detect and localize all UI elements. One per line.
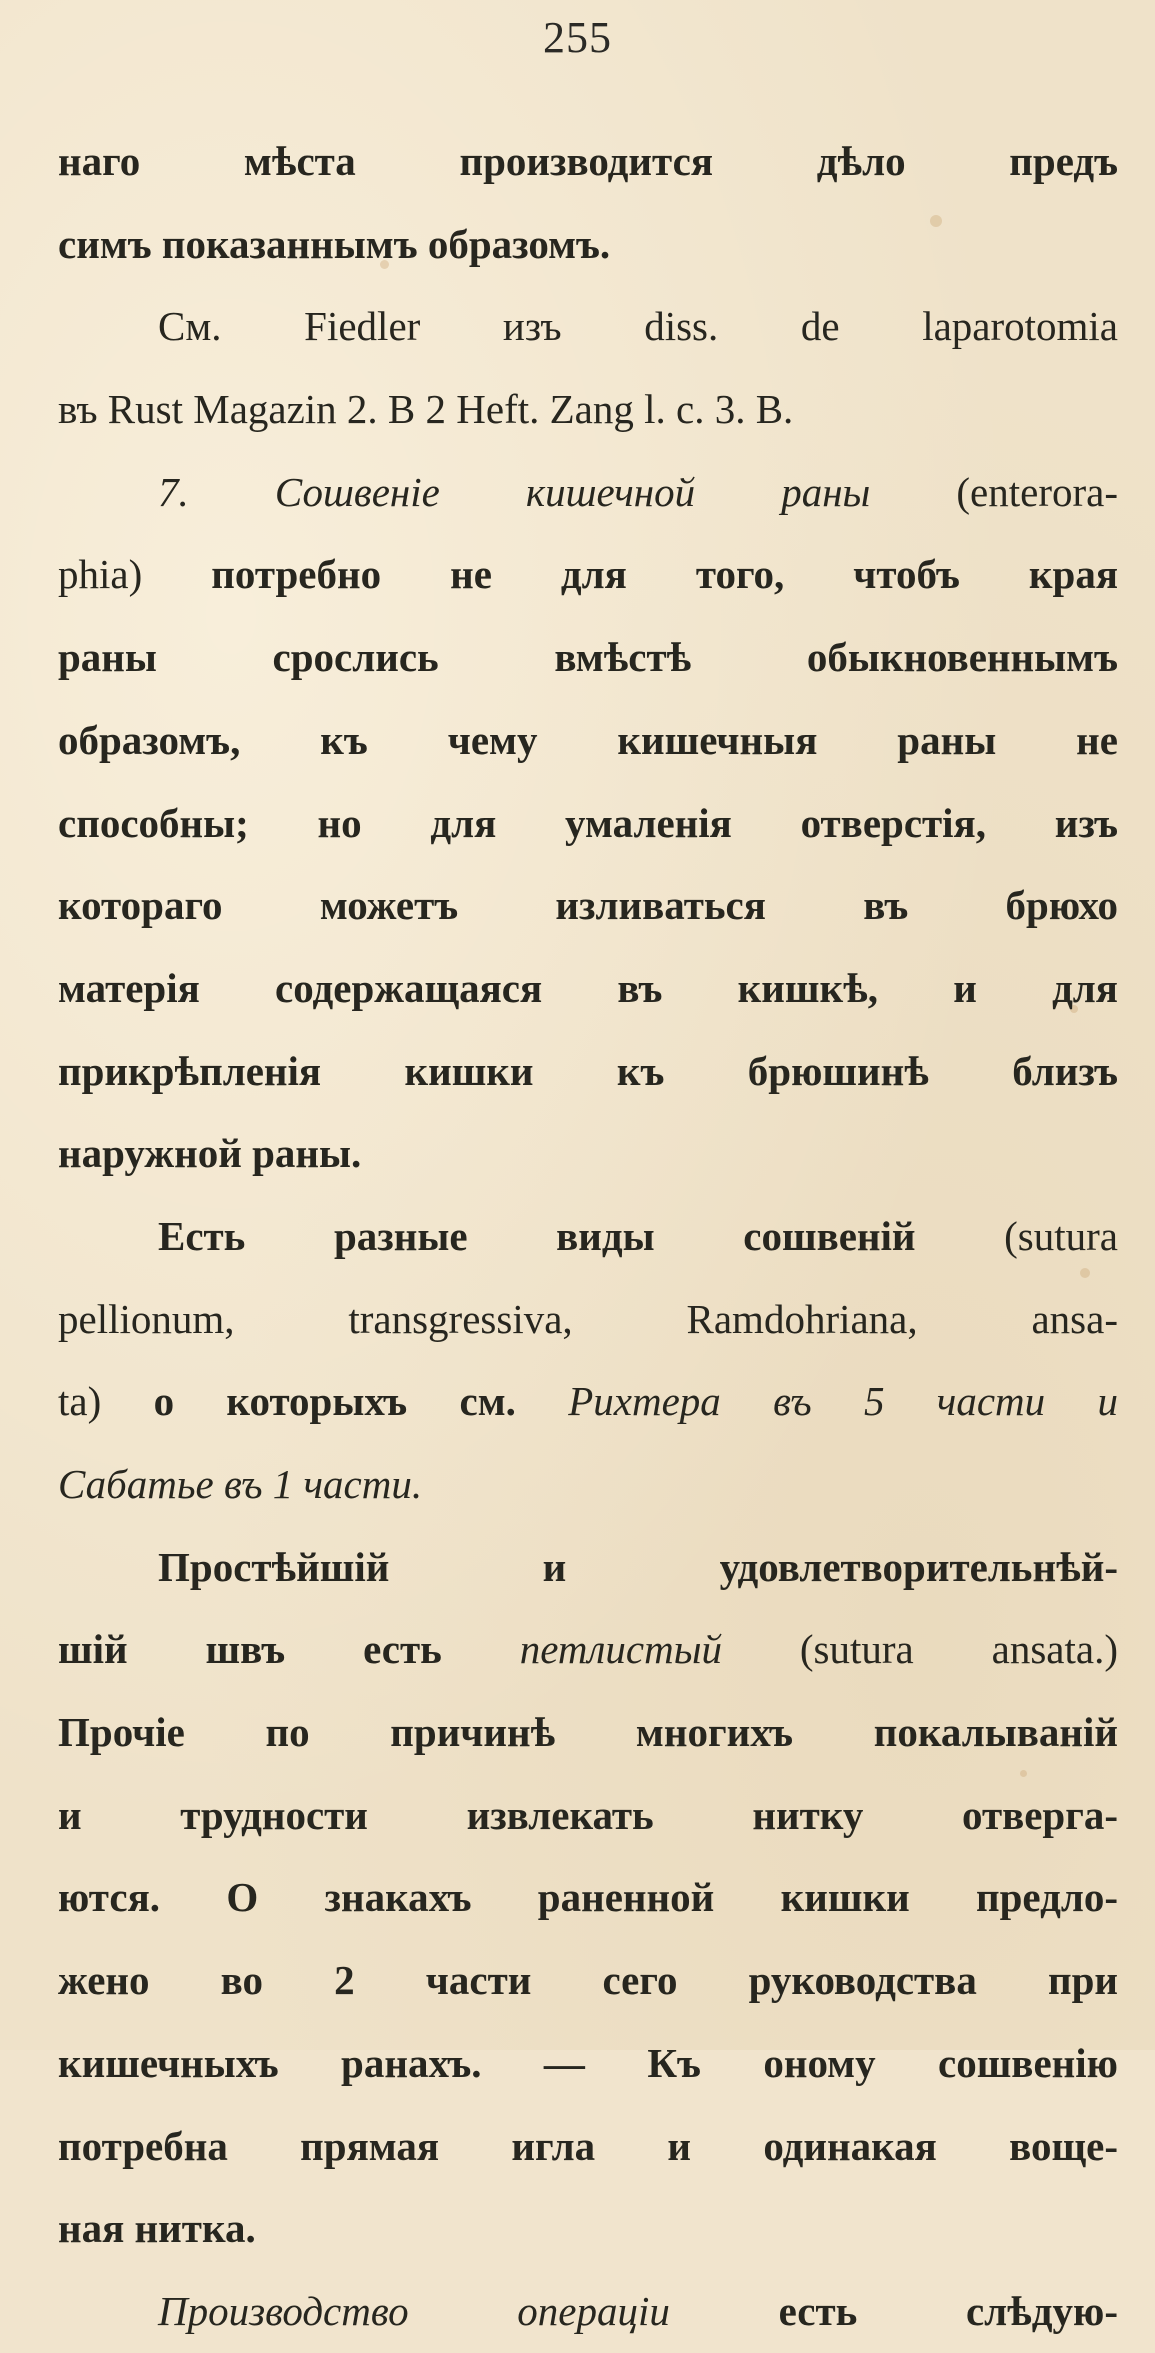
text-line xyxy=(58,616,1118,699)
text-run: симъ показаннымъ образомъ. xyxy=(58,220,611,267)
text-run: См. Fiedler изъ diss. de laparotomia xyxy=(158,303,1118,350)
text-run: phia) xyxy=(58,551,212,598)
text-line xyxy=(58,1112,1118,1195)
text-run: 7. Сошвеніе кишечной раны xyxy=(158,468,871,515)
text-run: петлистый xyxy=(519,1626,722,1673)
text-line xyxy=(58,1856,1118,1939)
text-run: въ Rust Magazin 2. B 2 Heft. Zang l. c. 3. B. xyxy=(58,386,794,433)
text-line xyxy=(58,1608,1118,1691)
text-run: (sutura xyxy=(1004,1212,1118,1259)
text-run: (enterora- xyxy=(870,468,1118,515)
text-line xyxy=(58,864,1118,947)
text-line xyxy=(58,2270,1118,2353)
text-run: способны; но для умаленія отверстія, изъ xyxy=(58,799,1118,846)
text-run: и трудности извлекать нитку отверга- xyxy=(58,1791,1118,1838)
text-line xyxy=(58,533,1118,616)
text-run: ются. О знакахъ раненной кишки предло- xyxy=(58,1874,1118,1921)
body-text xyxy=(58,120,1118,2353)
text-run: потребна прямая игла и одинакая воще- xyxy=(58,2122,1118,2169)
text-line xyxy=(58,1939,1118,2022)
text-run: Сабатье въ 1 части. xyxy=(58,1461,423,1507)
text-line xyxy=(58,1526,1118,1609)
text-line xyxy=(58,1691,1118,1774)
text-line xyxy=(58,1443,1118,1526)
page-number: 255 xyxy=(543,13,612,62)
text-run: жено во 2 части сего руководства при xyxy=(58,1957,1118,2004)
text-line xyxy=(58,1360,1118,1443)
text-run: pellionum, transgressiva, Ramdohriana, ansa- xyxy=(58,1295,1118,1342)
text-line xyxy=(58,782,1118,865)
text-run: Простѣйшій и удовлетворительнѣй- xyxy=(158,1543,1118,1590)
text-line xyxy=(58,203,1118,286)
text-line xyxy=(58,120,1118,203)
text-run: потребно не для того, чтобъ края xyxy=(211,551,1118,598)
text-run: есть слѣдую- xyxy=(669,2287,1118,2334)
text-line xyxy=(58,1030,1118,1113)
text-line xyxy=(58,947,1118,1030)
text-line xyxy=(58,1774,1118,1857)
text-line xyxy=(58,1195,1118,1278)
text-line xyxy=(58,368,1118,451)
text-line xyxy=(58,2187,1118,2270)
text-run: образомъ, къ чему кишечныя раны не xyxy=(58,716,1118,763)
text-line xyxy=(58,699,1118,782)
text-run: Есть разные виды сошвеній xyxy=(158,1212,1005,1259)
text-run: Прочіе по причинѣ многихъ покалываній xyxy=(58,1709,1118,1756)
text-run: Производство операціи xyxy=(158,2287,670,2334)
text-run: (sutura ansata.) xyxy=(721,1626,1119,1673)
text-line xyxy=(58,451,1118,534)
text-run: котораго можетъ изливаться въ брюхо xyxy=(58,882,1118,929)
text-run: о которыхъ см. xyxy=(153,1378,569,1425)
text-line xyxy=(58,285,1118,368)
text-run: ная нитка. xyxy=(58,2205,256,2252)
text-run: наружной раны. xyxy=(58,1130,362,1177)
text-line xyxy=(58,2022,1118,2105)
text-run: кишечныхъ ранахъ. — Къ оному сошвенію xyxy=(58,2039,1118,2086)
text-run: наго мѣста производится дѣло предъ xyxy=(58,138,1118,184)
text-run: ta) xyxy=(58,1378,154,1425)
text-run: прикрѣпленія кишки къ брюшинѣ близъ xyxy=(58,1047,1118,1094)
text-run: матерія содержащаяся въ кишкѣ, и для xyxy=(58,964,1118,1011)
text-run: раны срослись вмѣстѣ обыкновеннымъ xyxy=(58,634,1118,681)
text-run: Рихтера въ 5 части и xyxy=(568,1378,1118,1425)
text-line xyxy=(58,1278,1118,1361)
text-run: шій швъ есть xyxy=(58,1626,520,1673)
text-line xyxy=(58,2105,1118,2188)
